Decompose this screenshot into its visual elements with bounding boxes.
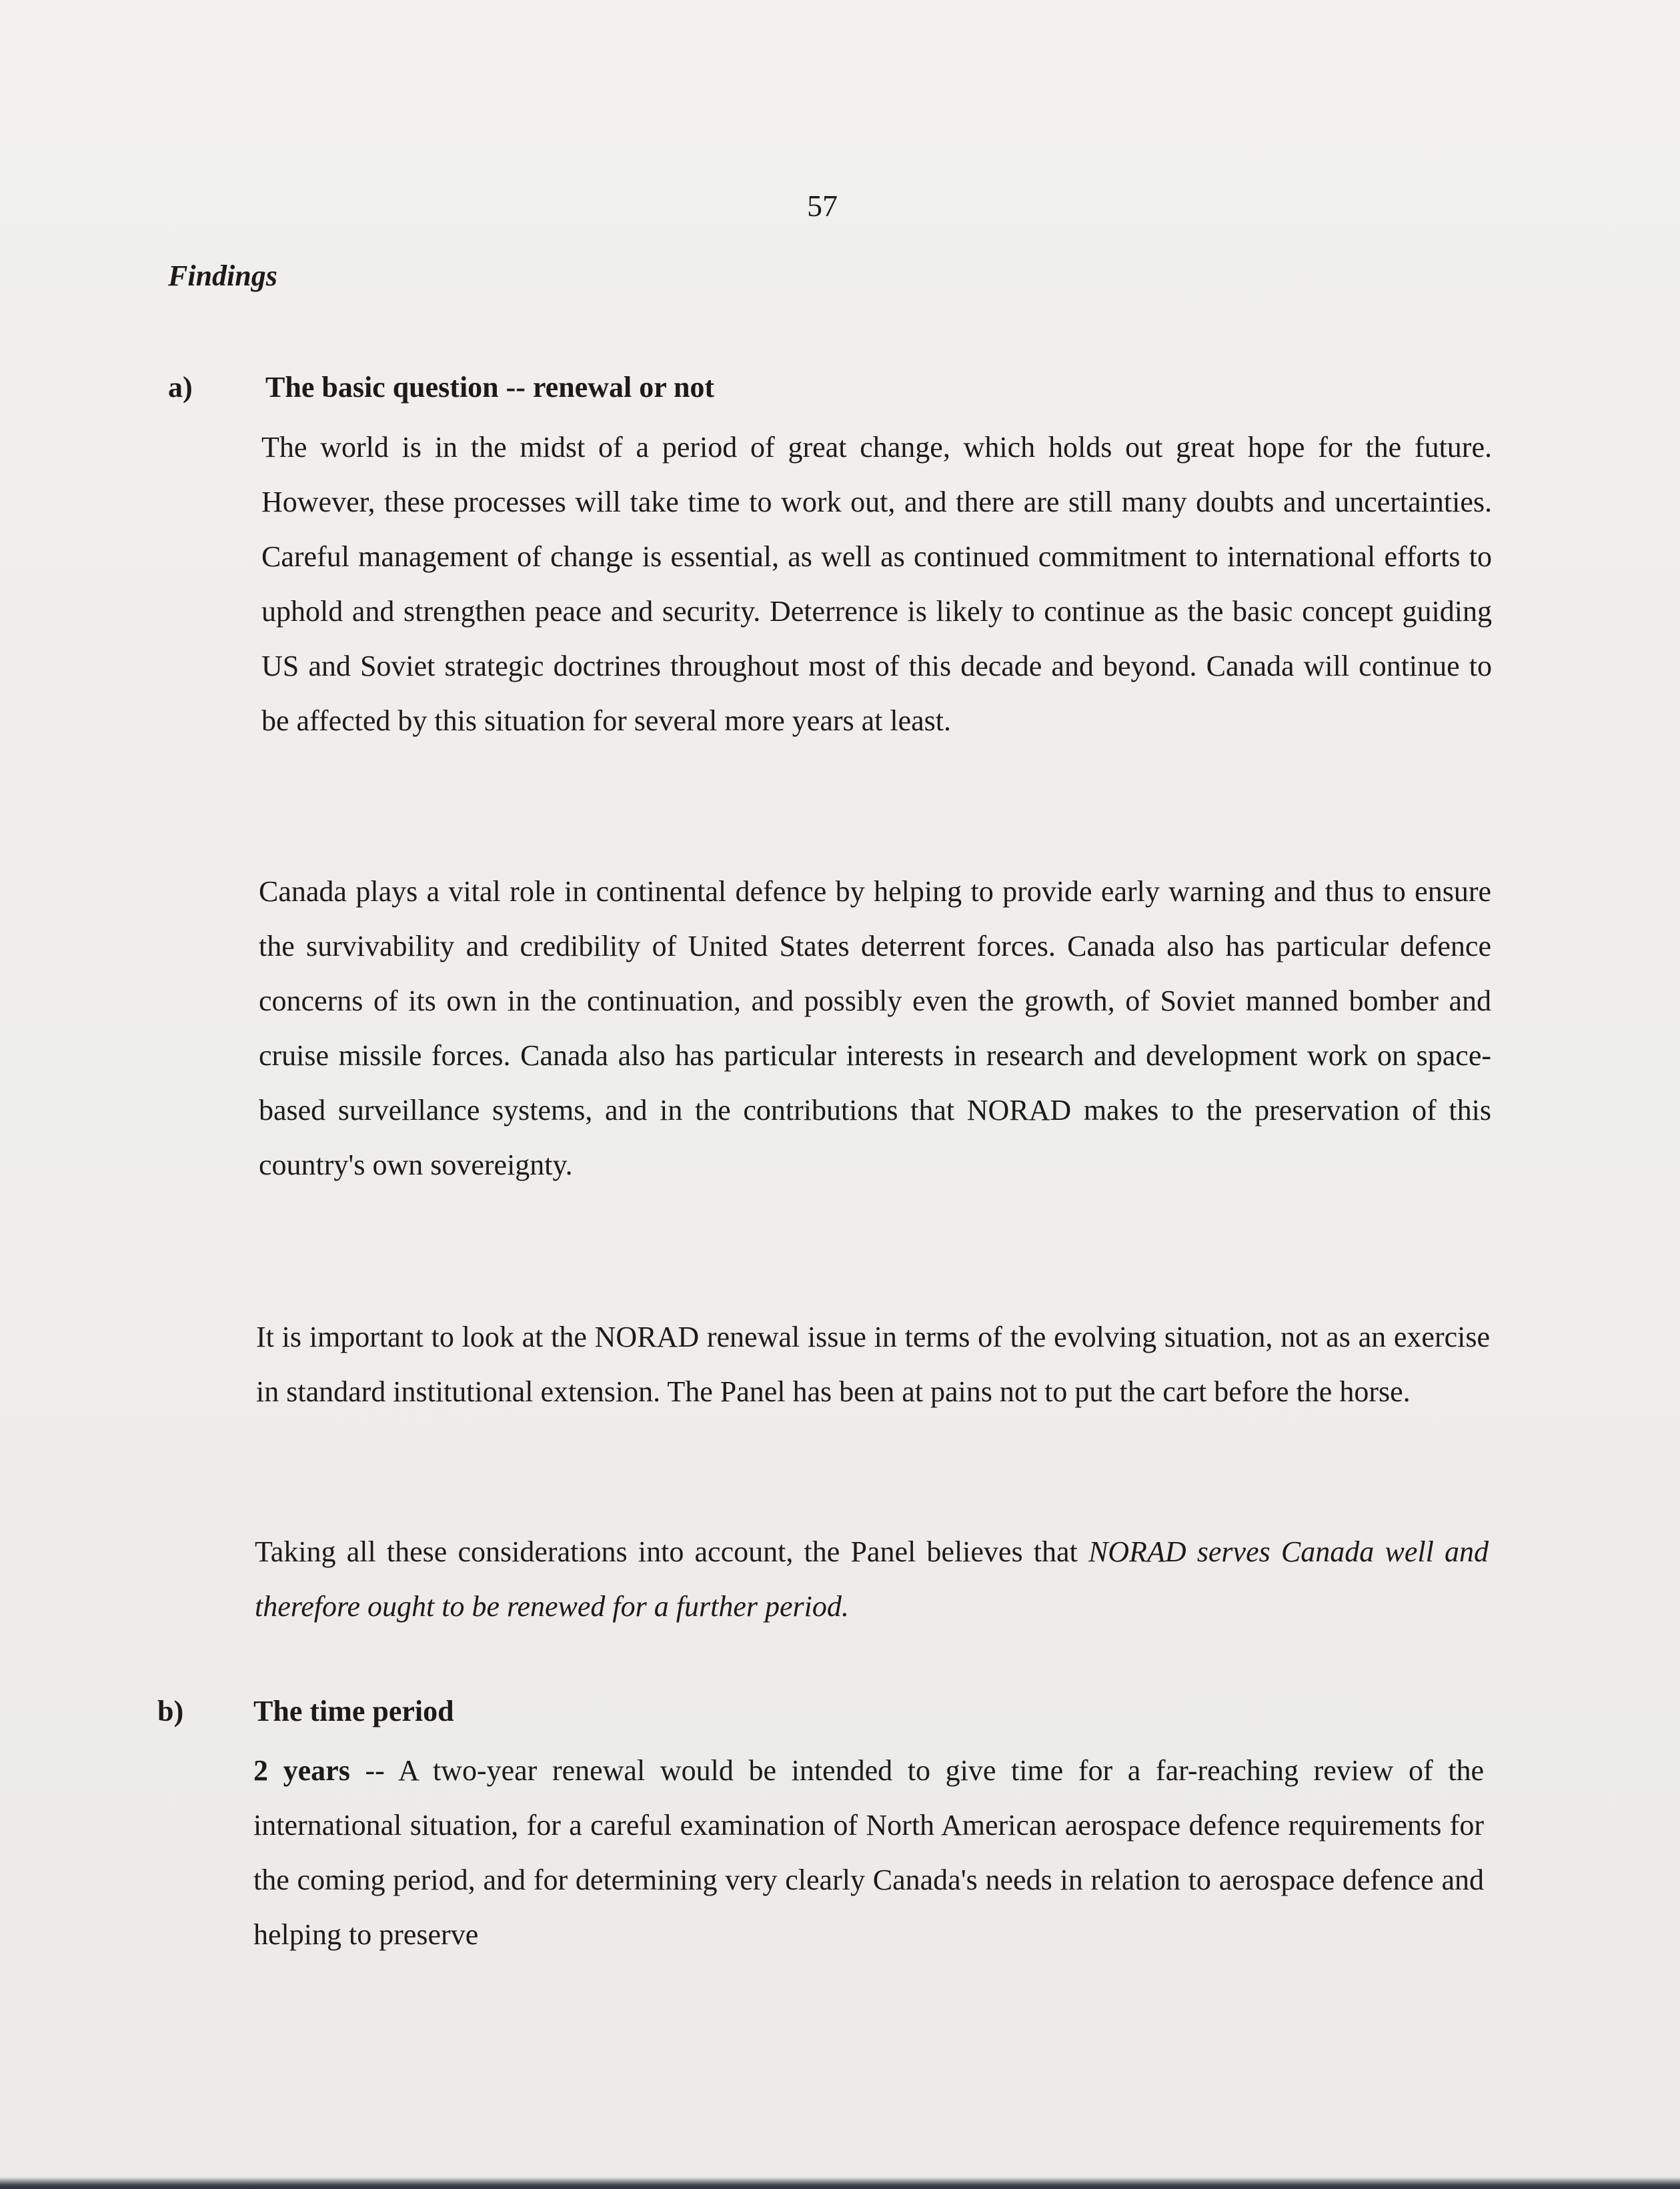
section-a-marker: a) xyxy=(168,371,193,404)
section-a-paragraph-4 xyxy=(255,1525,1489,1634)
section-a-heading: The basic question -- renewal or not xyxy=(265,371,715,404)
section-a-paragraph-2: Canada plays a vital role in continental defence by helping to provide early warning and thus to ensure the survivability and credibility of United States deterrent forces. Canada also has particular defence concerns of its own in the continuation, and possibly even the growth, of Soviet manned bomber and cruise missile forces. Canada also has particular interests in research and development work on space-based surveillance systems, and in the contributions that NORAD makes to the preservation of this country's own sovereignty. xyxy=(259,875,1491,1181)
option-2-years-text: -- A two-year renewal would be intended to give time for a far-reaching review of the international situation, for a careful examination of North American aerospace defence requirements for the coming period, and for determining very clearly Canada's needs in relation to aerospace defence and helping to preserve xyxy=(253,1754,1484,1951)
section-b-paragraph-1 xyxy=(253,1743,1484,1962)
section-a-paragraph-1: The world is in the midst of a period of great change, which holds out great hope for the future. However, these processes will take time to work out, and there are still many doubts and uncertainties. Careful management of change is essential, as well as continued commitment to international efforts to uphold and strengthen peace and security. Deterrence is likely to continue as the basic concept guiding US and Soviet strategic doctrines throughout most of this decade and beyond. Canada will continue to be affected by this situation for several more years at least. xyxy=(261,431,1492,737)
option-2-years-label: 2 years xyxy=(253,1754,350,1787)
section-a-paragraph-3: It is important to look at the NORAD renewal issue in terms of the evolving situation, not as an exercise in standard institutional extension. The Panel has been at pains not to put the cart before the horse. xyxy=(256,1321,1490,1408)
section-b-heading: The time period xyxy=(253,1695,454,1727)
page-number: 57 xyxy=(807,189,838,223)
findings-label: Findings xyxy=(168,259,277,292)
conclusion-emphasis: NORAD serves Canada well and therefore ought to be renewed for a further period. xyxy=(255,1535,1489,1623)
scan-bottom-edge xyxy=(0,2177,1680,2189)
paragraph-4-text: Taking all these considerations into account, the Panel believes that xyxy=(255,1535,1088,1568)
section-b-marker: b) xyxy=(157,1695,184,1727)
